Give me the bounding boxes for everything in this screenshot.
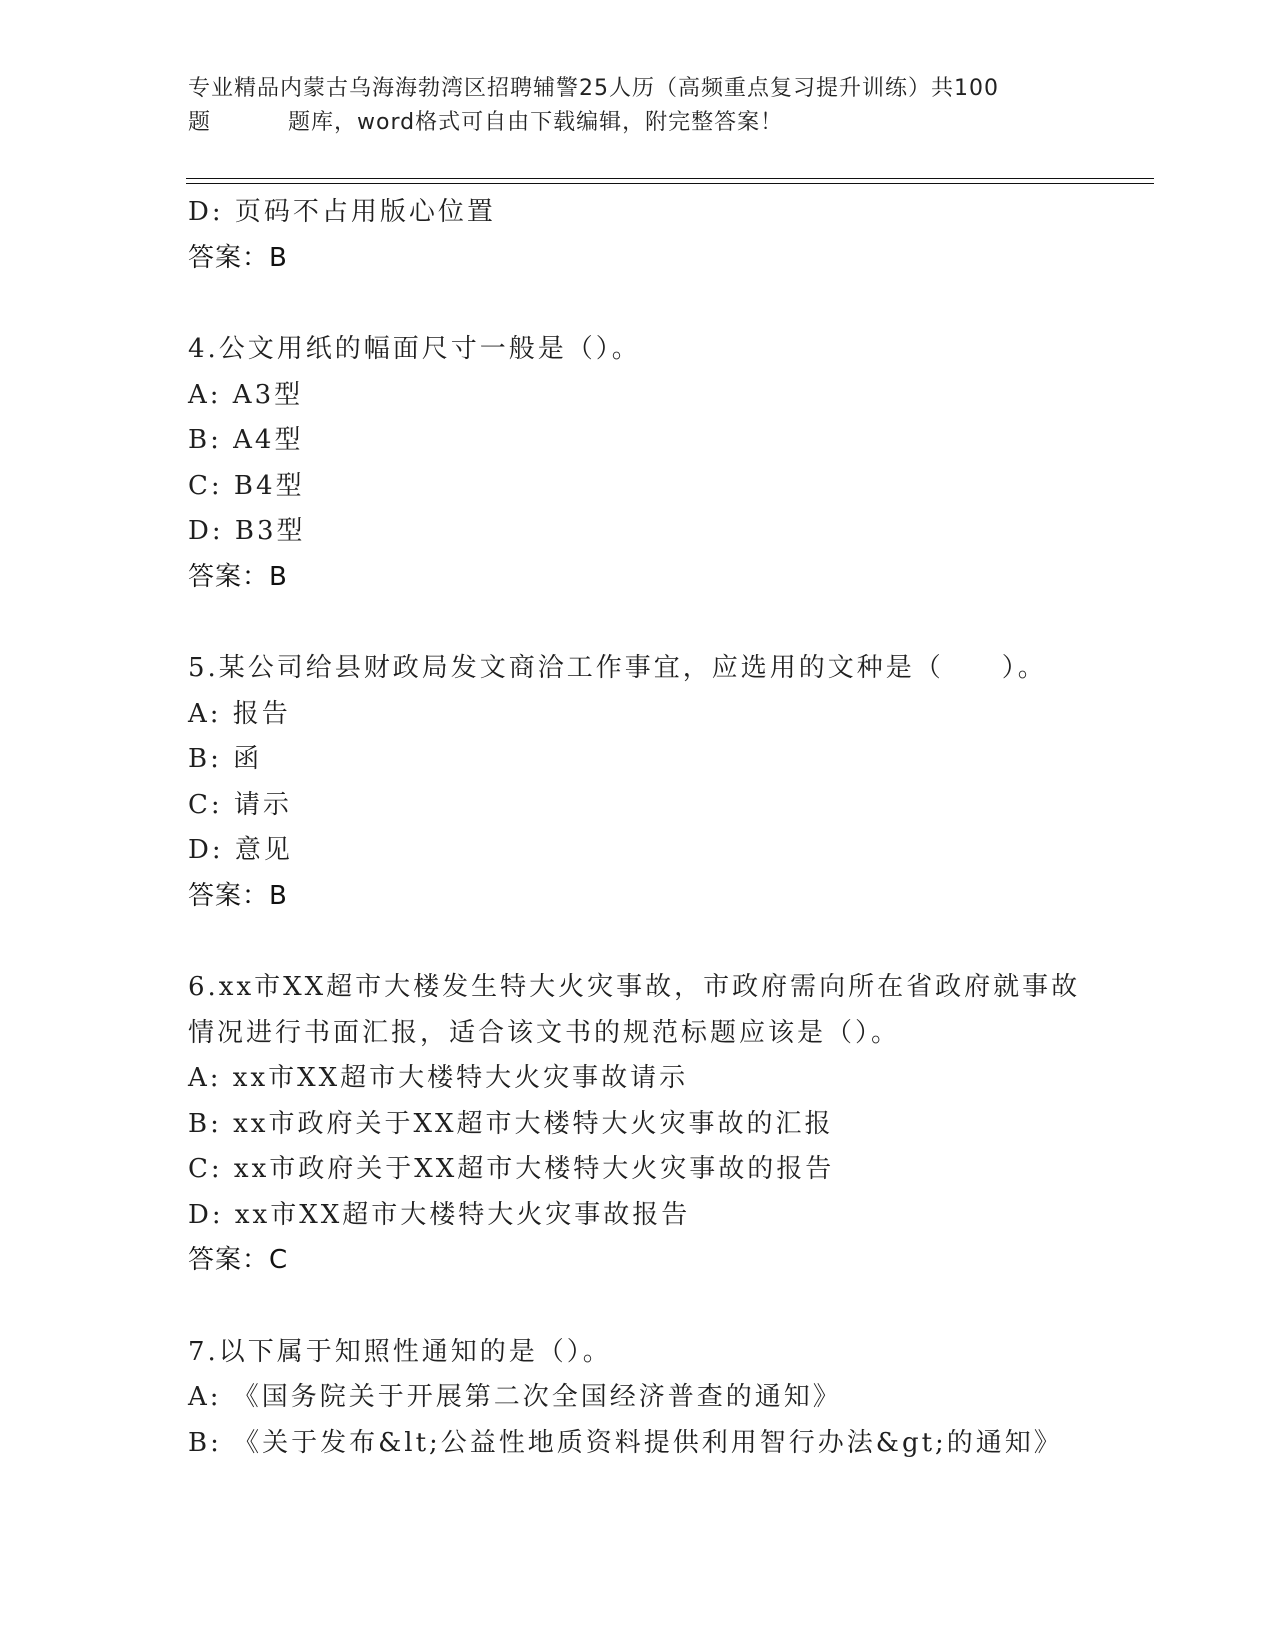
header-title-line2-left: 题: [188, 110, 212, 135]
header-divider-bottom: [186, 183, 1154, 184]
header-divider-top: [186, 178, 1154, 179]
question-6-stem-line2: 情况进行书面汇报，适合该文书的规范标题应该是（）。: [188, 1017, 901, 1048]
question-4-option-d: D: B3型: [188, 516, 306, 546]
question-4-option-c: C: B4型: [188, 470, 305, 501]
question-5-stem: 5.某公司给县财政局发文商洽工作事宜，应选用的文种是（ ）。: [188, 653, 1047, 683]
header-title-line2: [188, 106, 1088, 140]
header-title-line2-right: 题库，word格式可自由下载编辑，附完整答案！: [288, 110, 784, 135]
question-3-option-d: D: 页码不占用版心位置: [188, 197, 496, 227]
question-6-stem-line1: 6.xx市XX超市大楼发生特大火灾事故，市政府需向所在省政府就事故: [188, 972, 1081, 1002]
question-6-option-b: B: xx市政府关于XX超市大楼特大火灾事故的汇报: [188, 1108, 834, 1139]
question-4-answer: 答案：B: [188, 561, 288, 592]
question-6-option-a: A: xx市XX超市大楼特大火灾事故请示: [188, 1063, 689, 1093]
question-5-option-b: B: 函: [188, 744, 263, 774]
question-4-stem: 4.公文用纸的幅面尺寸一般是（）。: [188, 334, 641, 364]
question-5-option-d: D: 意见: [188, 835, 293, 865]
question-6-option-c: C: xx市政府关于XX超市大楼特大火灾事故的报告: [188, 1154, 835, 1184]
question-6-option-d: D: xx市XX超市大楼特大火灾事故报告: [188, 1199, 691, 1230]
question-4-option-b: B: A4型: [188, 425, 304, 455]
question-7-option-b: B: 《关于发布&lt;公益性地质资料提供利用智行办法&gt;的通知》: [188, 1427, 1063, 1458]
question-3-answer: 答案：B: [188, 242, 288, 273]
question-5-option-a: A: 报告: [188, 698, 291, 729]
question-7-option-a: A: 《国务院关于开展第二次全国经济普查的通知》: [188, 1382, 842, 1412]
page-header: [188, 72, 1088, 140]
header-title-line1: 专业精品内蒙古乌海海勃湾区招聘辅警25人历（高频重点复习提升训练）共100: [188, 76, 999, 101]
question-6-answer: 答案：C: [188, 1245, 289, 1275]
document-body: [188, 190, 1148, 1466]
question-5-answer: 答案：B: [188, 880, 288, 911]
question-4-option-a: A: A3型: [188, 379, 304, 410]
question-7-stem: 7.以下属于知照性通知的是（）。: [188, 1336, 612, 1367]
question-5-option-c: C: 请示: [188, 789, 292, 820]
